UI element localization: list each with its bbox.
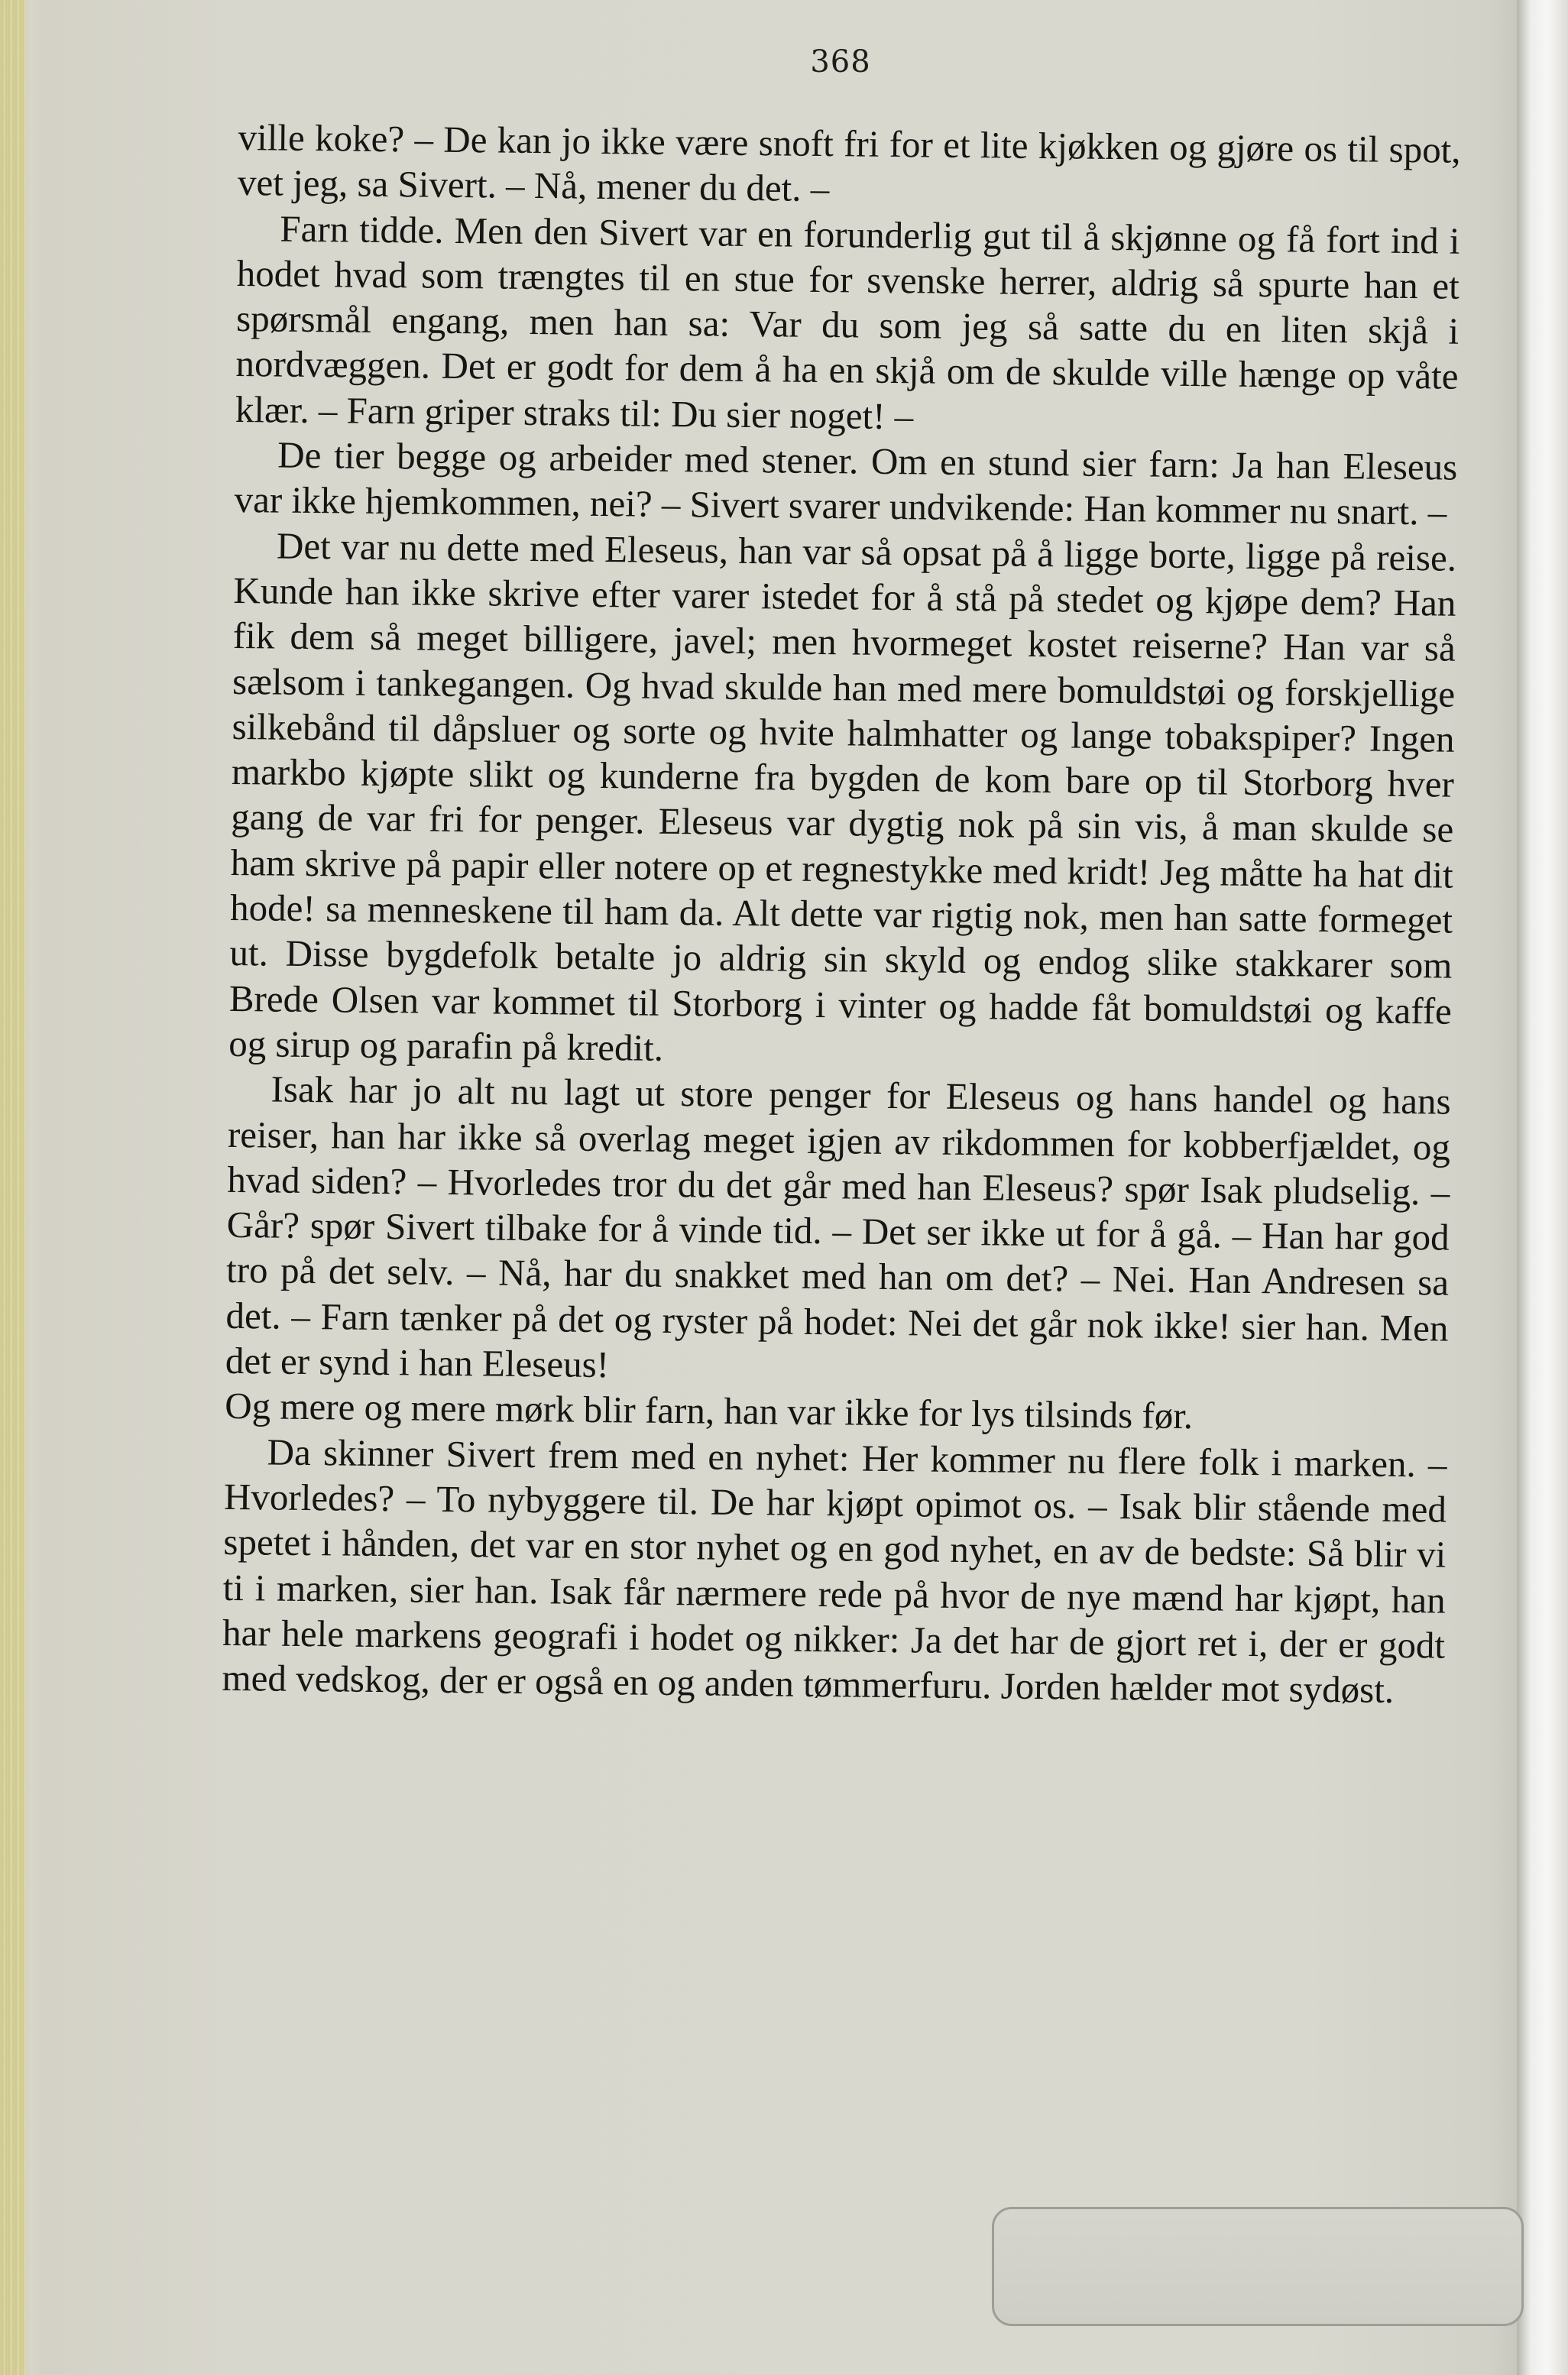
body-text [222, 115, 1461, 1713]
paragraph: ville koke? – De kan jo ikke være snoft fri for et lite kjøkken og gjøre os til spot, vet jeg, sa Sivert. – Nå, mener du det. – [237, 115, 1461, 210]
paragraph: Isak har jo alt nu lagt ut store penger for Eleseus og hans handel og hans reiser, han har ikke så overlag meget igjen av rikdommen for kobberfjældet, og hvad siden? – Hvorledes tror du det går med han Eleseus? spør Isak pludselig. – Går? spør Sivert tilbake for å vinde tid. – Det ser ikke ut for å gå. – Han har god tro på det selv. – Nå, har du snakket med han om det? – Nei. Han Andresen sa det. – Farn tænker på det og ryster på hodet: Nei det går nok ikke! sier han. Men det er synd i han Eleseus! [225, 1068, 1451, 1386]
page-edge-left [0, 0, 26, 2375]
paragraph: Og mere og mere mørk blir farn, han var ikke for lys tilsinds før. [225, 1385, 1194, 1437]
paragraph: Da skinner Sivert frem med en nyhet: Her kommer nu flere folk i marken. – Hvorledes? – To nybyggere til. De har kjøpt opimot os. – Isak blir stående med spetet i hånden, det var en stor nyhet og en god nyhet, en av de bedste: Så blir vi ti i marken, sier han. Isak får nærmere rede på hvor de nye mænd har kjøpt, han har hele markens geografi i hodet og nikker: Ja det har de gjort ret i, der er godt med vedskog, der er også en og anden tømmerfuru. Jorden hælder mot sydøst. [222, 1431, 1447, 1712]
paragraph: De tier begge og arbeider med stener. Om en stund sier farn: Ja han Eleseus var ikke hjemkommen, nei? – Sivert svarer undvikende: Han kommer nu snart. – [234, 433, 1458, 533]
page-edge-right [1517, 0, 1568, 2375]
page-number: 368 [810, 44, 871, 79]
paragraph: Farn tidde. Men den Sivert var en forunderlig gut til å skjønne og få fort ind i hodet hvad som trængtes til en stue for svenske herrer, aldrig så spurte han et spørsmål engang, men han sa: Var du som jeg så satte du en liten skjå i nordvæggen. Det er godt for dem å ha en skjå om de skulde ville hænge op våte klær. – Farn griper straks til: Du sier noget! – [235, 207, 1460, 438]
library-label-sticker [992, 2207, 1524, 2326]
paragraph: Det var nu dette med Eleseus, han var så opsat på å ligge borte, ligge på reise. Kunde han ikke skrive efter varer istedet for å stå på stedet og kjøpe dem? Han fik dem så meget billigere, javel; men hvormeget kostet reiserne? Han var så sælsom i tankegangen. Og hvad skulde han med mere bomuldstøi og forskjellige silkebånd til dåpsluer og sorte og hvite halmhatter og lange tobakspiper? Ingen markbo kjøpte slikt og kunderne fra bygden de kom bare op til Storborg hver gang de var fri for penger. Eleseus var dygtig nok på sin vis, å man skulde se ham skrive på papir eller notere op et regnestykke med kridt! Jeg måtte ha hat dit hode! sa menneskene til ham da. Alt dette var rigtig nok, men han satte formeget ut. Disse bygdefolk betalte jo aldrig sin skyld og endog slike stakkarer som Brede Olsen var kommet til Storborg i vinter og hadde fåt bomuldstøi og kaffe og sirup og parafin på kredit. [228, 524, 1457, 1069]
